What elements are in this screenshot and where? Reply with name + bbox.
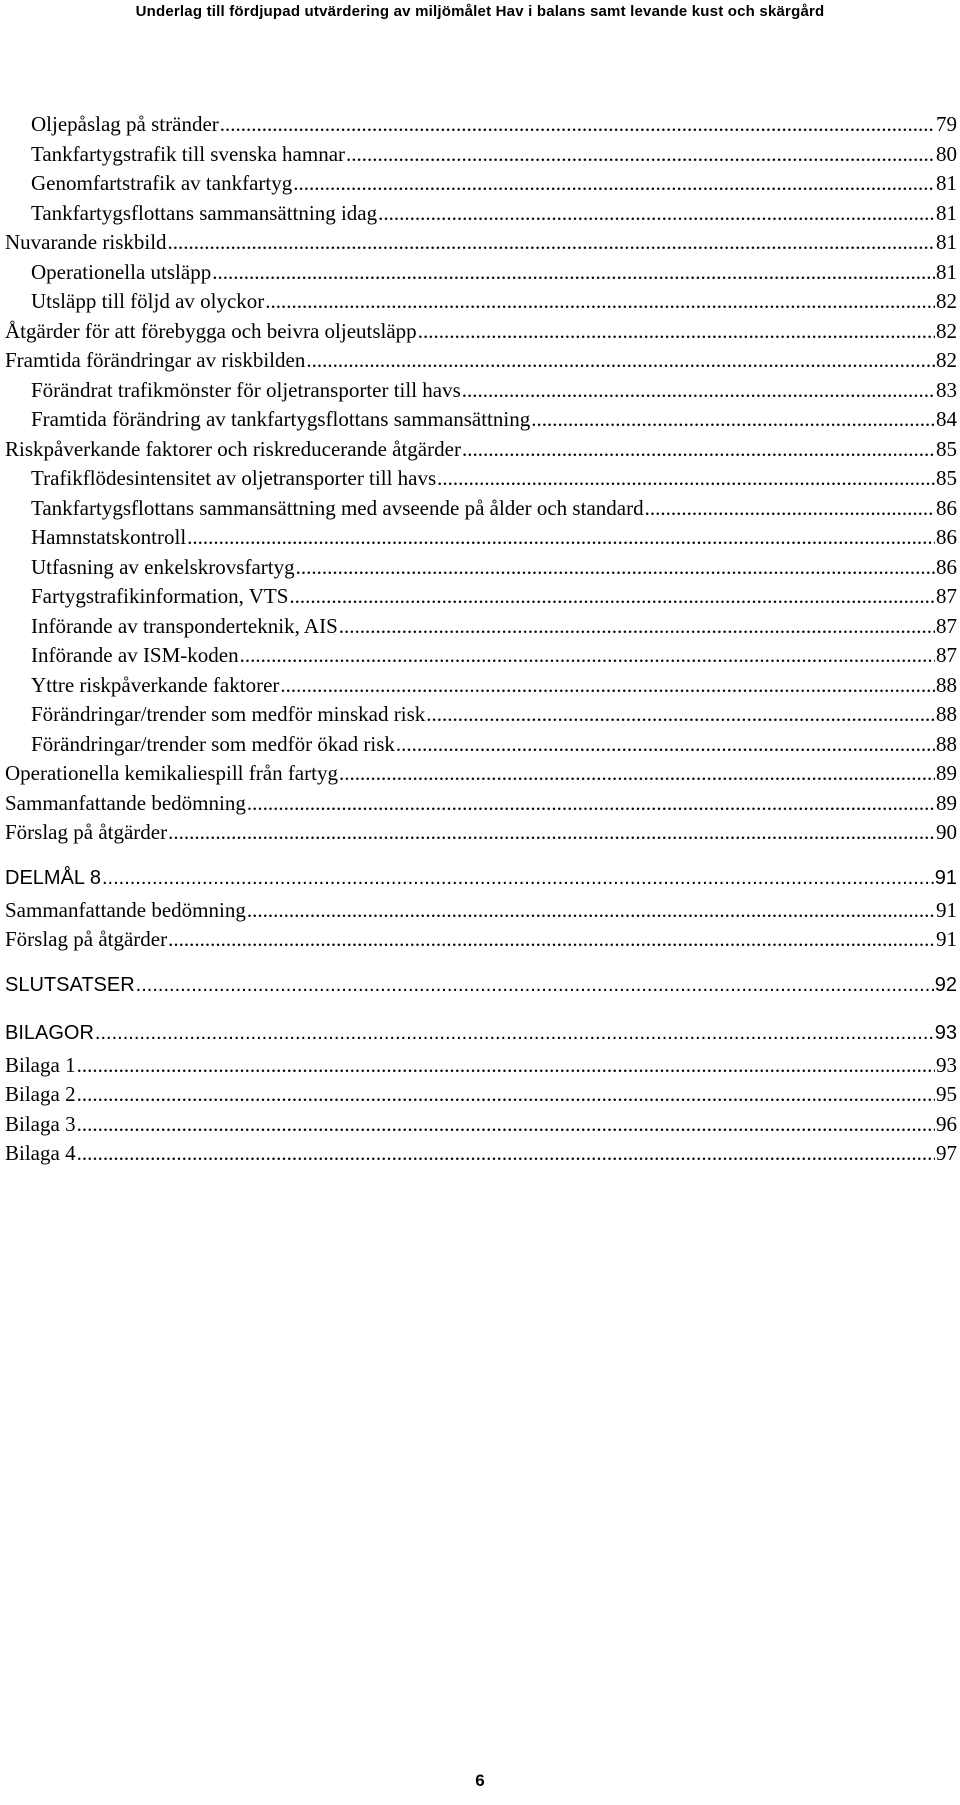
dot-leader xyxy=(339,614,935,639)
toc-entry-label: Operationella kemikaliespill från fartyg xyxy=(5,761,338,785)
toc-entry-page: 87 xyxy=(936,613,957,638)
toc-section-bilagor xyxy=(5,1053,957,1171)
toc-entry[interactable] xyxy=(5,319,957,349)
page-number: 6 xyxy=(475,1771,485,1790)
toc-entry-page: 82 xyxy=(936,318,957,343)
toc-entry[interactable] xyxy=(5,673,957,703)
toc-entry-label: Hamnstatskontroll xyxy=(31,525,187,549)
toc-entry-page: 91 xyxy=(936,927,957,951)
dot-leader xyxy=(102,867,934,890)
toc-entry-label: Fartygstrafikinformation, VTS xyxy=(31,584,289,608)
toc-heading-delmal8[interactable] xyxy=(5,867,957,898)
toc-entry-label: Bilaga 3 xyxy=(5,1111,76,1136)
dot-leader xyxy=(462,378,935,403)
dot-leader xyxy=(462,437,935,462)
dot-leader xyxy=(296,555,935,580)
toc-entry[interactable] xyxy=(5,643,957,673)
dot-leader xyxy=(293,171,935,196)
section-gap xyxy=(5,850,957,867)
toc-entry-label: Yttre riskpåverkande faktorer xyxy=(31,672,280,697)
dot-leader xyxy=(437,466,935,491)
toc-entry-page: 88 xyxy=(936,672,957,697)
toc-entry-label: Framtida förändringar av riskbilden xyxy=(5,348,306,372)
toc-entry[interactable] xyxy=(5,555,957,585)
toc-entry-label: Åtgärder för att förebygga och beivra oljeutsläpp xyxy=(5,318,417,343)
dot-leader xyxy=(168,820,935,845)
toc-entry-label: Utfasning av enkelskrovsfartyg xyxy=(31,554,295,579)
toc-entry-page: 91 xyxy=(936,897,957,922)
toc-entry-label: BILAGOR xyxy=(5,1021,94,1044)
toc-entry-label: Utsläpp till följd av olyckor xyxy=(31,289,265,313)
toc-entry[interactable] xyxy=(5,1112,957,1142)
toc-entry-page: 89 xyxy=(936,790,957,815)
toc-entry[interactable] xyxy=(5,201,957,231)
toc-entry-label: SLUTSATSER xyxy=(5,973,135,996)
toc-entry-page: 88 xyxy=(936,702,957,726)
dot-leader xyxy=(136,974,934,997)
table-of-contents xyxy=(5,112,957,1171)
dot-leader xyxy=(77,1082,935,1107)
toc-entry-page: 90 xyxy=(936,820,957,844)
toc-entry-page: 86 xyxy=(936,525,957,549)
dot-leader xyxy=(265,289,935,314)
toc-entry-label: Sammanfattande bedömning xyxy=(5,897,246,922)
toc-entry-page: 92 xyxy=(934,973,957,996)
dot-leader xyxy=(346,142,935,167)
dot-leader xyxy=(280,673,935,698)
toc-entry[interactable] xyxy=(5,348,957,378)
section-gap xyxy=(5,957,957,974)
section-gap xyxy=(5,1005,957,1022)
toc-entry[interactable] xyxy=(5,1053,957,1083)
toc-entry[interactable] xyxy=(5,614,957,644)
toc-entry-label: Oljepåslag på stränder xyxy=(31,112,219,136)
toc-entry[interactable] xyxy=(5,525,957,555)
toc-entry-label: Bilaga 1 xyxy=(5,1052,76,1077)
toc-entry[interactable] xyxy=(5,142,957,172)
toc-heading-bilagor[interactable] xyxy=(5,1022,957,1053)
toc-entry-label: Införande av ISM-koden xyxy=(31,643,239,667)
toc-entry-page: 82 xyxy=(936,348,957,372)
toc-entry[interactable] xyxy=(5,437,957,467)
toc-entry-page: 95 xyxy=(936,1082,957,1106)
toc-entry-label: Framtida förändring av tankfartygsflottans sammansättning xyxy=(31,407,531,431)
toc-entry-page: 93 xyxy=(936,1052,957,1077)
toc-entry[interactable] xyxy=(5,898,957,928)
toc-entry-label: Förslag på åtgärder xyxy=(5,820,168,844)
toc-entry-page: 86 xyxy=(936,554,957,579)
toc-entry[interactable] xyxy=(5,171,957,201)
toc-entry-page: 80 xyxy=(936,141,957,166)
toc-entry-label: Sammanfattande bedömning xyxy=(5,790,246,815)
toc-entry[interactable] xyxy=(5,702,957,732)
toc-entry[interactable] xyxy=(5,496,957,526)
toc-entry-page: 82 xyxy=(936,289,957,313)
dot-leader xyxy=(220,112,935,137)
toc-entry-label: Tankfartygsflottans sammansättning idag xyxy=(31,200,378,225)
toc-entry-page: 84 xyxy=(936,407,957,431)
toc-entry[interactable] xyxy=(5,260,957,290)
toc-entry-page: 83 xyxy=(936,377,957,402)
toc-entry-label: Bilaga 4 xyxy=(5,1141,76,1165)
toc-entry-page: 89 xyxy=(936,761,957,785)
toc-entry-label: Förslag på åtgärder xyxy=(5,927,168,951)
toc-entry[interactable] xyxy=(5,584,957,614)
dot-leader xyxy=(396,732,935,757)
toc-entry[interactable] xyxy=(5,466,957,496)
dot-leader xyxy=(426,702,935,727)
dot-leader xyxy=(77,1112,935,1137)
toc-entry-label: Tankfartygstrafik till svenska hamnar xyxy=(31,141,346,166)
toc-entry-page: 87 xyxy=(936,584,957,608)
toc-entry[interactable] xyxy=(5,112,957,142)
toc-entry-page: 81 xyxy=(936,200,957,225)
dot-leader xyxy=(77,1053,935,1078)
dot-leader xyxy=(339,761,935,786)
toc-entry-page: 85 xyxy=(936,466,957,490)
toc-entry-label: Tankfartygsflottans sammansättning med avseende på ålder och standard xyxy=(31,495,644,520)
dot-leader xyxy=(247,898,935,923)
dot-leader xyxy=(240,643,935,668)
toc-entry[interactable] xyxy=(5,820,957,850)
toc-entry-page: 81 xyxy=(936,171,957,195)
toc-entry-label: Förändringar/trender som medför minskad risk xyxy=(31,702,426,726)
toc-entry-label: Förändringar/trender som medför ökad risk xyxy=(31,731,395,756)
dot-leader xyxy=(247,791,935,816)
dot-leader xyxy=(289,584,935,609)
toc-entry-label: Bilaga 2 xyxy=(5,1082,76,1106)
toc-entry-label: Nuvarande riskbild xyxy=(5,230,167,254)
toc-entry[interactable] xyxy=(5,927,957,957)
toc-entry-page: 97 xyxy=(936,1141,957,1165)
toc-entry[interactable] xyxy=(5,732,957,762)
toc-entry[interactable] xyxy=(5,407,957,437)
toc-entry[interactable] xyxy=(5,1141,957,1171)
toc-entry[interactable] xyxy=(5,289,957,319)
toc-entry[interactable] xyxy=(5,1082,957,1112)
toc-entry-label: DELMÅL 8 xyxy=(5,866,101,889)
dot-leader xyxy=(95,1022,934,1045)
toc-entry[interactable] xyxy=(5,230,957,260)
toc-entry-label: Trafikflödesintensitet av oljetransporter till havs xyxy=(31,466,437,490)
toc-section-block1 xyxy=(5,112,957,850)
toc-entry-page: 79 xyxy=(936,112,957,136)
toc-entry-page: 88 xyxy=(936,731,957,756)
dot-leader xyxy=(168,230,935,255)
dot-leader xyxy=(306,348,935,373)
dot-leader xyxy=(187,525,935,550)
dot-leader xyxy=(645,496,935,521)
toc-entry-page: 87 xyxy=(936,643,957,667)
dot-leader xyxy=(531,407,935,432)
toc-entry-label: Förändrat trafikmönster för oljetransporter till havs xyxy=(31,377,461,402)
toc-entry-label: Operationella utsläpp xyxy=(31,259,212,284)
dot-leader xyxy=(418,319,935,344)
toc-entry[interactable] xyxy=(5,378,957,408)
toc-entry-page: 91 xyxy=(934,866,957,889)
dot-leader xyxy=(212,260,935,285)
toc-entry[interactable] xyxy=(5,791,957,821)
toc-entry-page: 93 xyxy=(934,1021,957,1044)
toc-entry-page: 81 xyxy=(936,230,957,254)
toc-entry-page: 85 xyxy=(936,436,957,461)
toc-entry-label: Införande av transponderteknik, AIS xyxy=(31,613,338,638)
dot-leader xyxy=(168,927,935,952)
running-header: Underlag till fördjupad utvärdering av miljömålet Hav i balans samt levande kust och skärgård xyxy=(135,3,825,20)
toc-entry-page: 96 xyxy=(936,1111,957,1136)
toc-entry[interactable] xyxy=(5,761,957,791)
dot-leader xyxy=(77,1141,935,1166)
dot-leader xyxy=(378,201,935,226)
toc-entry-page: 86 xyxy=(936,495,957,520)
toc-entry-label: Riskpåverkande faktorer och riskreducerande åtgärder xyxy=(5,436,461,461)
toc-heading-slutsatser[interactable] xyxy=(5,974,957,1005)
toc-entry-label: Genomfartstrafik av tankfartyg xyxy=(31,171,293,195)
toc-section-delmal8 xyxy=(5,898,957,957)
toc-entry-page: 81 xyxy=(936,259,957,284)
